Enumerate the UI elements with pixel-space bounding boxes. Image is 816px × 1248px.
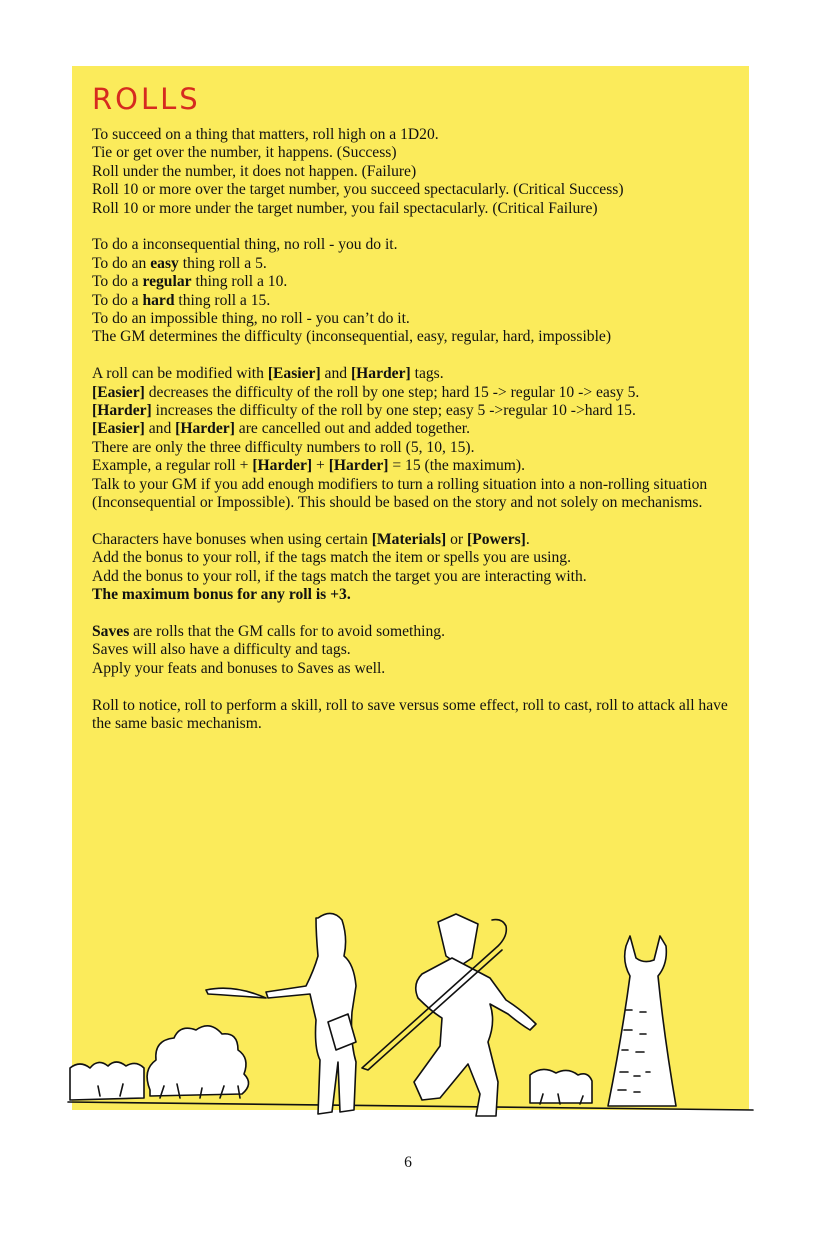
tag-harder: [Harder]: [328, 457, 389, 475]
tag-harder: [Harder]: [252, 457, 313, 475]
text-line: Roll 10 or more over the target number, you succeed spectacularly. (Critical Success): [92, 181, 624, 199]
text-fragment: .: [525, 530, 530, 548]
text-fragment: +: [312, 457, 329, 475]
text-line: There are only the three difficulty numbers to roll (5, 10, 15).: [92, 438, 475, 456]
text-line: Roll to notice, roll to perform a skill, roll to save versus some effect, roll to cast, roll to attack all have the same basic mechanism.: [92, 696, 728, 732]
text-line: Tie or get over the number, it happens. (Success): [92, 144, 397, 162]
text-fragment: and: [144, 420, 176, 438]
text-line-hard: [92, 292, 732, 310]
max-bonus-rule: The maximum bonus for any roll is +3.: [92, 586, 351, 604]
tag-harder: [Harder]: [92, 402, 152, 420]
text-fragment: tags.: [410, 365, 444, 383]
text-fragment: thing roll a 10.: [191, 273, 288, 291]
page-title: ROLLS: [92, 82, 201, 116]
text-line: To do a inconsequential thing, no roll - you do it.: [92, 236, 398, 254]
tag-easier: [Easier]: [267, 365, 321, 383]
text-fragment: thing roll a 15.: [174, 291, 271, 309]
text-line: Saves will also have a difficulty and tags.: [92, 641, 351, 659]
text-fragment: are rolls that the GM calls for to avoid something.: [129, 622, 445, 640]
paragraph-difficulty: [92, 236, 732, 346]
bold-term-saves: Saves: [92, 622, 130, 640]
text-fragment: increases the difficulty of the roll by one step; easy 5 ->regular 10 ->hard 15.: [151, 402, 636, 420]
text-line: [92, 623, 732, 641]
text-line: To succeed on a thing that matters, roll high on a 1D20.: [92, 126, 439, 143]
text-line: Apply your feats and bonuses to Saves as well.: [92, 659, 386, 677]
bush-cluster: [147, 1026, 248, 1096]
text-line: Talk to your GM if you add enough modifiers to turn a rolling situation into a non-rolling situation (Inconsequential or Impossible). This should be based on the story and not solely on mechanisms.: [92, 475, 708, 512]
text-fragment: and: [320, 365, 351, 383]
tag-powers: [Powers]: [467, 530, 526, 548]
woman-figure: [266, 913, 356, 1114]
text-line-easy: [92, 255, 732, 273]
text-fragment: thing roll a 5.: [178, 254, 267, 272]
text-fragment: are cancelled out and added together.: [234, 420, 470, 438]
text-line: Roll under the number, it does not happen. (Failure): [92, 162, 417, 180]
text-fragment: decreases the difficulty of the roll by one step; hard 15 -> regular 10 -> easy 5.: [144, 383, 640, 401]
tower: [608, 936, 676, 1106]
tag-harder: [Harder]: [175, 420, 235, 438]
text-line: Add the bonus to your roll, if the tags match the item or spells you are using.: [92, 549, 571, 567]
text-line: [92, 531, 732, 549]
text-line: [92, 457, 732, 475]
adventurers-illustration: [60, 900, 760, 1150]
bold-term-hard: hard: [142, 291, 175, 309]
text-fragment: or: [446, 530, 467, 548]
text-line-regular: [92, 273, 732, 291]
body-text: [92, 126, 732, 752]
text-line: Roll 10 or more under the target number, you fail spectacularly. (Critical Failure): [92, 199, 598, 217]
tag-materials: [Materials]: [371, 530, 447, 548]
tag-easier: [Easier]: [92, 420, 145, 438]
text-line: To do an impossible thing, no roll - you can’t do it.: [92, 310, 410, 328]
wand: [206, 988, 266, 998]
bold-term-regular: regular: [142, 273, 192, 291]
text-line: The GM determines the difficulty (inconsequential, easy, regular, hard, impossible): [92, 328, 612, 346]
text-line: [92, 365, 732, 383]
text-line: [92, 384, 732, 402]
page-number: 6: [404, 1154, 412, 1171]
paragraph-basics: [92, 126, 732, 218]
text-line: [92, 402, 732, 420]
text-line: Add the bonus to your roll, if the tags match the target you are interacting with.: [92, 567, 587, 585]
tag-easier: [Easier]: [92, 383, 145, 401]
text-fragment: A roll can be modified with: [92, 365, 268, 383]
tag-harder: [Harder]: [350, 365, 411, 383]
text-fragment: To do a: [92, 291, 143, 309]
masked-figure: [438, 914, 478, 966]
text-fragment: To do an: [92, 254, 151, 272]
paragraph-saves: [92, 623, 732, 678]
text-fragment: Example, a regular roll +: [92, 457, 253, 475]
text-fragment: = 15 (the maximum).: [388, 457, 525, 475]
paragraph-mechanism: [92, 697, 732, 734]
shrub-left: [70, 1062, 144, 1100]
paragraph-tags: [92, 365, 732, 512]
text-line: [92, 420, 732, 438]
paragraph-bonuses: [92, 531, 732, 605]
bold-term-easy: easy: [150, 254, 179, 272]
text-fragment: To do a: [92, 273, 143, 291]
text-fragment: Characters have bonuses when using certain: [92, 530, 372, 548]
